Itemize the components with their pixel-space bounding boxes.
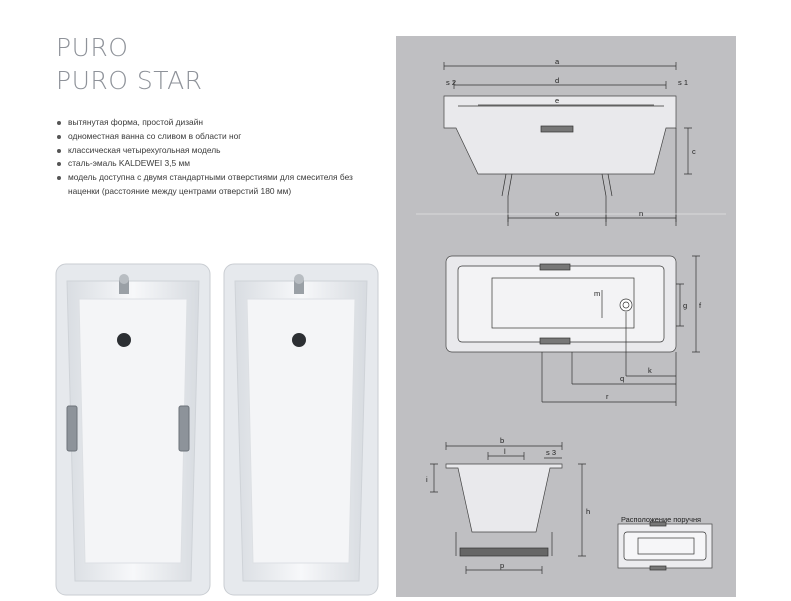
dim-label-p: p xyxy=(500,561,505,570)
dim-label-s3: s 3 xyxy=(546,448,557,457)
dim-label-k: k xyxy=(648,366,652,375)
handle-position-caption: Расположение поручня xyxy=(621,515,702,524)
dim-label-s1: s 1 xyxy=(678,78,689,87)
dim-label-i: i xyxy=(426,475,428,484)
dim-label-q: q xyxy=(620,374,625,383)
dim-label-c: c xyxy=(692,147,696,156)
title-puro: PURO xyxy=(56,33,129,62)
dim-label-s2: s 2 xyxy=(446,78,457,87)
technical-drawing xyxy=(396,36,736,597)
dim-label-g: g xyxy=(683,301,688,310)
dim-label-m: m xyxy=(594,289,601,298)
bathtub-photo-with-handles xyxy=(55,263,211,596)
feature-item: одноместная ванна со сливом в области ног xyxy=(56,130,386,144)
dim-label-l: l xyxy=(504,447,506,456)
feature-item: вытянутая форма, простой дизайн xyxy=(56,116,386,130)
dim-label-d: d xyxy=(555,76,560,85)
dim-label-o: o xyxy=(555,209,560,218)
feature-list xyxy=(56,116,386,199)
dim-label-h: h xyxy=(586,507,591,516)
dim-label-r: r xyxy=(606,392,609,401)
dim-label-f: f xyxy=(699,301,702,310)
title-puro-star: PURO STAR xyxy=(56,66,203,95)
dim-label-n: n xyxy=(639,209,644,218)
dim-label-e: e xyxy=(555,96,560,105)
feature-item: сталь-эмаль KALDEWEI 3,5 мм xyxy=(56,157,386,171)
feature-item: модель доступна с двумя стандартными отверстиями для смесителя без наценки (расстояние между центрами отверстий 180 мм) xyxy=(56,171,386,199)
feature-item: классическая четырехугольная модель xyxy=(56,144,386,158)
dim-label-b: b xyxy=(500,436,505,445)
technical-drawing-panel xyxy=(396,36,736,597)
bathtub-photo xyxy=(223,263,379,596)
dim-label-a: a xyxy=(555,57,560,66)
